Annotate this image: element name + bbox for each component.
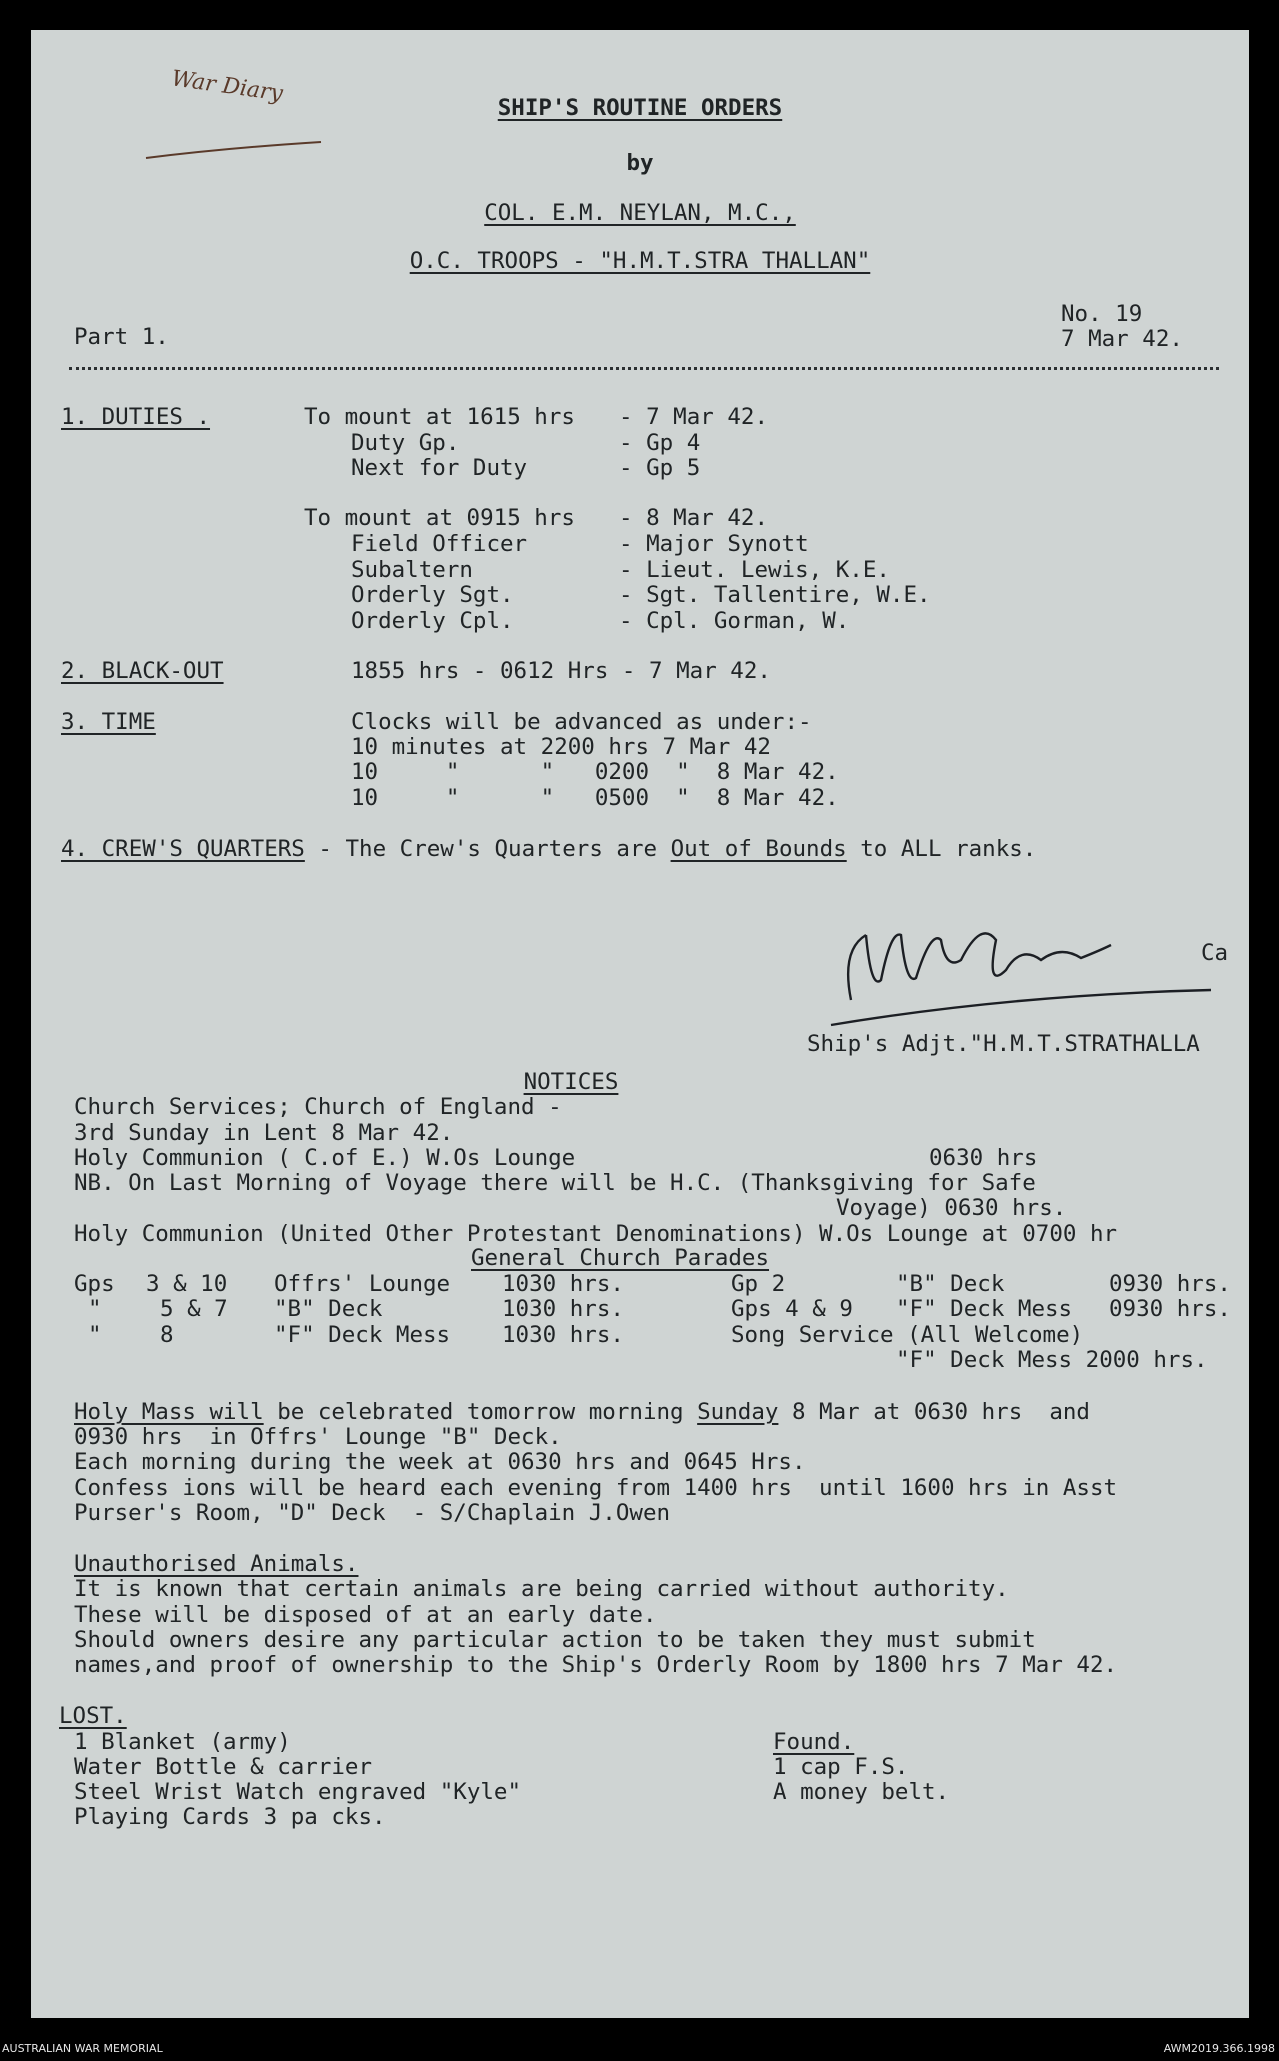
parade-cell: Gp 2: [731, 1271, 786, 1297]
signature-title: Ship's Adjt."H.M.T.STRATHALLA: [807, 1031, 1200, 1057]
lost-title: LOST.: [59, 1703, 127, 1729]
crews-quarters-tail: to ALL ranks.: [846, 836, 1037, 862]
song-service: Song Service (All Welcome): [731, 1322, 1084, 1348]
parade-cell: Offrs' Lounge: [274, 1271, 451, 1297]
communion-label: Holy Communion ( C.of E.) W.Os Lounge: [74, 1145, 576, 1171]
parade-cell: "F" Deck Mess: [896, 1296, 1073, 1322]
parade-cell: 1030 hrs.: [502, 1296, 624, 1322]
lost-item: Steel Wrist Watch engraved "Kyle": [74, 1779, 522, 1805]
mass-line: Each morning during the week at 0630 hrs and 0645 Hrs.: [74, 1449, 806, 1475]
document-page: [31, 30, 1249, 2018]
nb-line: NB. On Last Morning of Voyage there will be H.C. (Thanksgiving for Safe: [74, 1170, 1036, 1196]
role-line: O.C. TROOPS - "H.M.T.STRA THALLAN": [409, 248, 871, 274]
parade-cell: ": [88, 1296, 102, 1322]
parades-title: General Church Parades: [471, 1245, 770, 1271]
time-line: 10 " " 0200 " 8 Mar 42.: [351, 759, 839, 785]
crews-quarters-label: 4. CREW'S QUARTERS: [61, 836, 305, 862]
signature: [811, 890, 1231, 1040]
duty-row: Next for Duty: [351, 455, 528, 481]
order-number: No. 19: [1061, 301, 1143, 327]
animals-line: names,and proof of ownership to the Ship's Orderly Room by 1800 hrs 7 Mar 42.: [74, 1652, 1118, 1678]
author-line: COL. E.M. NEYLAN, M.C.,: [484, 200, 796, 226]
time-line: Clocks will be advanced as under:-: [351, 709, 812, 735]
out-of-bounds: Out of Bounds: [670, 836, 847, 862]
found-item: A money belt.: [773, 1779, 950, 1805]
mass-sunday: Sunday: [697, 1399, 779, 1425]
parade-cell: Gps: [74, 1271, 115, 1297]
found-title: Found.: [773, 1729, 855, 1755]
lost-item: Water Bottle & carrier: [74, 1754, 373, 1780]
animals-line: These will be disposed of at an early date.: [74, 1602, 657, 1628]
parade-cell: "B" Deck: [274, 1296, 383, 1322]
duty-value: - Major Synott: [619, 531, 809, 557]
parade-cell: "B" Deck: [896, 1271, 1005, 1297]
duty-row: Orderly Cpl.: [351, 608, 514, 634]
parade-cell: 1030 hrs.: [502, 1322, 624, 1348]
animals-title: Unauthorised Animals.: [74, 1551, 359, 1577]
other-communion: Holy Communion (United Other Protestant Denominations) W.Os Lounge at 0700 hr: [74, 1221, 1118, 1247]
parade-cell: 0930 hrs.: [1109, 1296, 1231, 1322]
crews-quarters-text: - The Crew's Quarters are: [304, 836, 671, 862]
archive-reference: AWM2019.366.1998: [1163, 2042, 1275, 2055]
part-label: Part 1.: [74, 324, 169, 350]
duty-value: - Gp 4: [619, 430, 701, 456]
mass-line: [74, 1399, 1090, 1425]
parade-cell: 8: [160, 1322, 174, 1348]
nb-line: Voyage) 0630 hrs.: [836, 1195, 1067, 1221]
archive-credit: AUSTRALIAN WAR MEMORIAL: [2, 2042, 163, 2055]
church-line: Church Services; Church of England -: [74, 1094, 562, 1120]
blackout-label: 2. BLACK-OUT: [61, 658, 224, 684]
animals-line: It is known that certain animals are being carried without authority.: [74, 1576, 1009, 1602]
parade-cell: 3 & 10: [146, 1271, 228, 1297]
duty-value: - Cpl. Gorman, W.: [619, 608, 850, 634]
dotted-divider: [69, 367, 1219, 370]
signature-rank: Ca: [1201, 940, 1229, 966]
mass-line: 0930 hrs in Offrs' Lounge "B" Deck.: [74, 1424, 562, 1450]
lost-item: 1 Blanket (army): [74, 1729, 291, 1755]
mass-line: Confess ions will be heard each evening from 1400 hrs until 1600 hrs in Asst: [74, 1475, 1118, 1501]
duties-label: 1. DUTIES .: [61, 404, 211, 430]
time-line: 10 minutes at 2200 hrs 7 Mar 42: [351, 734, 771, 760]
time-line: 10 " " 0500 " 8 Mar 42.: [351, 785, 839, 811]
parade-cell: ": [88, 1322, 102, 1348]
by-line: by: [626, 150, 654, 176]
time-label: 3. TIME: [61, 709, 156, 735]
animals-line: Should owners desire any particular action to be taken they must submit: [74, 1627, 1036, 1653]
mass-label: Holy Mass will: [74, 1399, 264, 1425]
duty-row: Orderly Sgt.: [351, 582, 514, 608]
duty-row: To mount at 1615 hrs: [304, 404, 575, 430]
parade-cell: 0930 hrs.: [1109, 1271, 1231, 1297]
handwritten-note: War Diary: [169, 66, 285, 107]
duty-value: - 8 Mar 42.: [619, 505, 769, 531]
mass-line: Purser's Room, "D" Deck - S/Chaplain J.Owen: [74, 1500, 671, 1526]
parade-cell: Gps 4 & 9: [731, 1296, 853, 1322]
duty-row: Subaltern: [351, 557, 473, 583]
lost-item: Playing Cards 3 pa cks.: [74, 1804, 386, 1830]
duty-value: - Gp 5: [619, 455, 701, 481]
blackout-text: 1855 hrs - 0612 Hrs - 7 Mar 42.: [351, 658, 771, 684]
parade-cell: 5 & 7: [160, 1296, 228, 1322]
duty-row: Duty Gp.: [351, 430, 460, 456]
order-date: 7 Mar 42.: [1061, 326, 1183, 352]
crews-quarters-line: [61, 836, 1036, 862]
notices-title: NOTICES: [523, 1069, 619, 1095]
mass-text: be celebrated tomorrow morning: [263, 1399, 698, 1425]
church-line: 3rd Sunday in Lent 8 Mar 42.: [74, 1120, 454, 1146]
communion-time: 0630 hrs: [929, 1145, 1038, 1171]
parade-cell: 1030 hrs.: [502, 1271, 624, 1297]
duty-value: - Lieut. Lewis, K.E.: [619, 557, 890, 583]
document-title: SHIP'S ROUTINE ORDERS: [497, 95, 783, 121]
duty-row: To mount at 0915 hrs: [304, 505, 575, 531]
found-item: 1 cap F.S.: [773, 1754, 909, 1780]
parade-cell: "F" Deck Mess: [274, 1322, 451, 1348]
mass-text-tail: 8 Mar at 0630 hrs and: [778, 1399, 1090, 1425]
song-service-time: "F" Deck Mess 2000 hrs.: [896, 1347, 1208, 1373]
duty-row: Field Officer: [351, 531, 528, 557]
duty-value: - Sgt. Tallentire, W.E.: [619, 582, 931, 608]
duty-value: - 7 Mar 42.: [619, 404, 769, 430]
